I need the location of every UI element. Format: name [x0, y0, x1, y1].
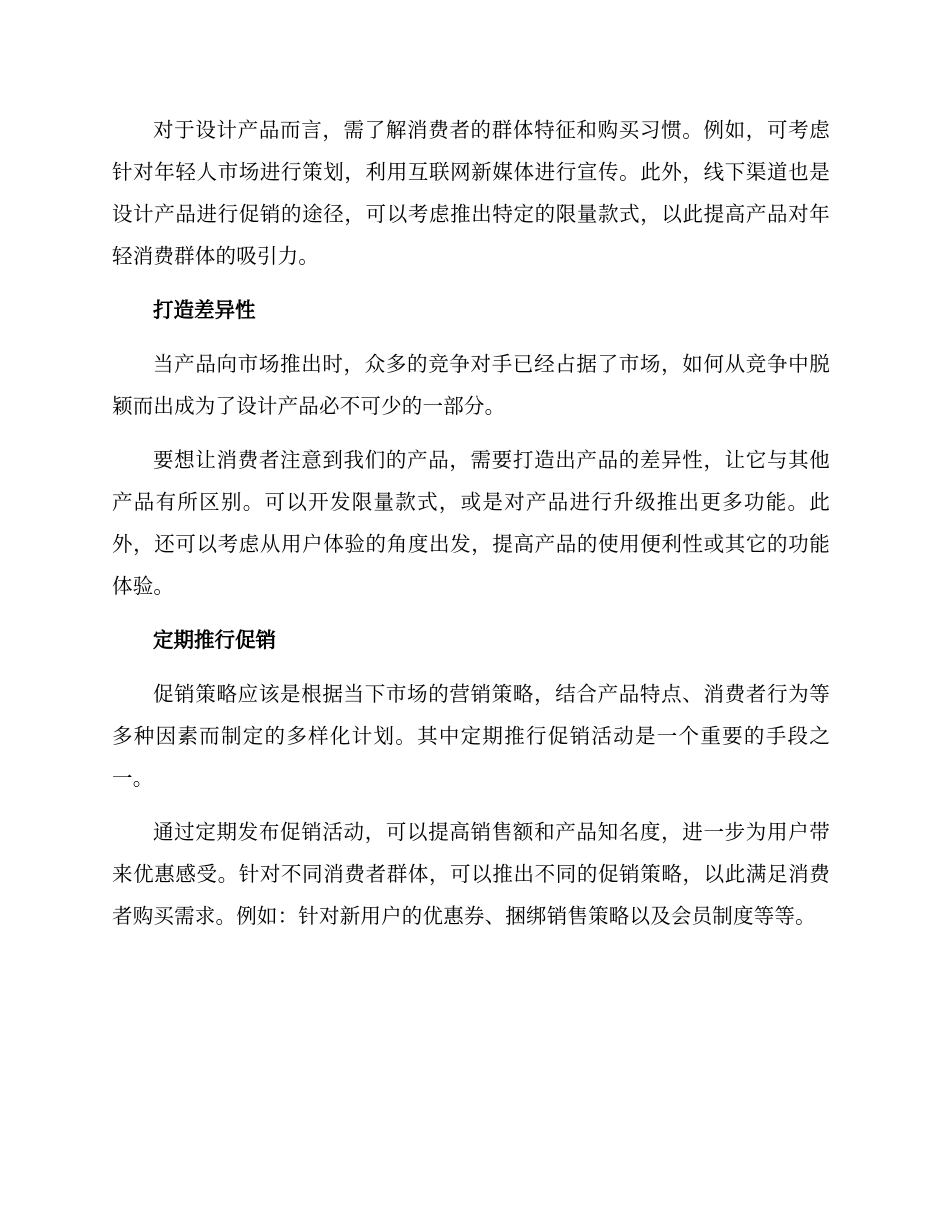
heading-regular-promotion: 定期推行促销: [153, 628, 276, 652]
paragraph-product-differentiation: 要想让消费者注意到我们的产品，需要打造出产品的差异性，让它与其他产品有所区别。可以开发限量款式，或是对产品进行升级推出更多功能。此外，还可以考虑从用户体验的角度出发，提高产品的使用便利性或其它的功能体验。: [112, 448, 830, 598]
document-page: [112, 109, 830, 949]
heading-differentiation: 打造差异性: [153, 298, 256, 322]
paragraph-promotion-strategy: 促销策略应该是根据当下市场的营销策略，结合产品特点、消费者行为等多种因素而制定的多样化计划。其中定期推行促销活动是一个重要的手段之一。: [112, 682, 830, 790]
paragraph-market-competition: 当产品向市场推出时，众多的竞争对手已经占据了市场，如何从竞争中脱颖而出成为了设计产品必不可少的一部分。: [112, 352, 830, 418]
paragraph-promotion-activities: 通过定期发布促销活动，可以提高销售额和产品知名度，进一步为用户带来优惠感受。针对不同消费者群体，可以推出不同的促销策略，以此满足消费者购买需求。例如：针对新用户的优惠券、捆绑销售策略以及会员制度等等。: [112, 820, 830, 928]
paragraph-consumer-insight: 对于设计产品而言，需了解消费者的群体特征和购买习惯。例如，可考虑针对年轻人市场进行策划，利用互联网新媒体进行宣传。此外，线下渠道也是设计产品进行促销的途径，可以考虑推出特定的限量款式，以此提高产品对年轻消费群体的吸引力。: [112, 118, 830, 268]
